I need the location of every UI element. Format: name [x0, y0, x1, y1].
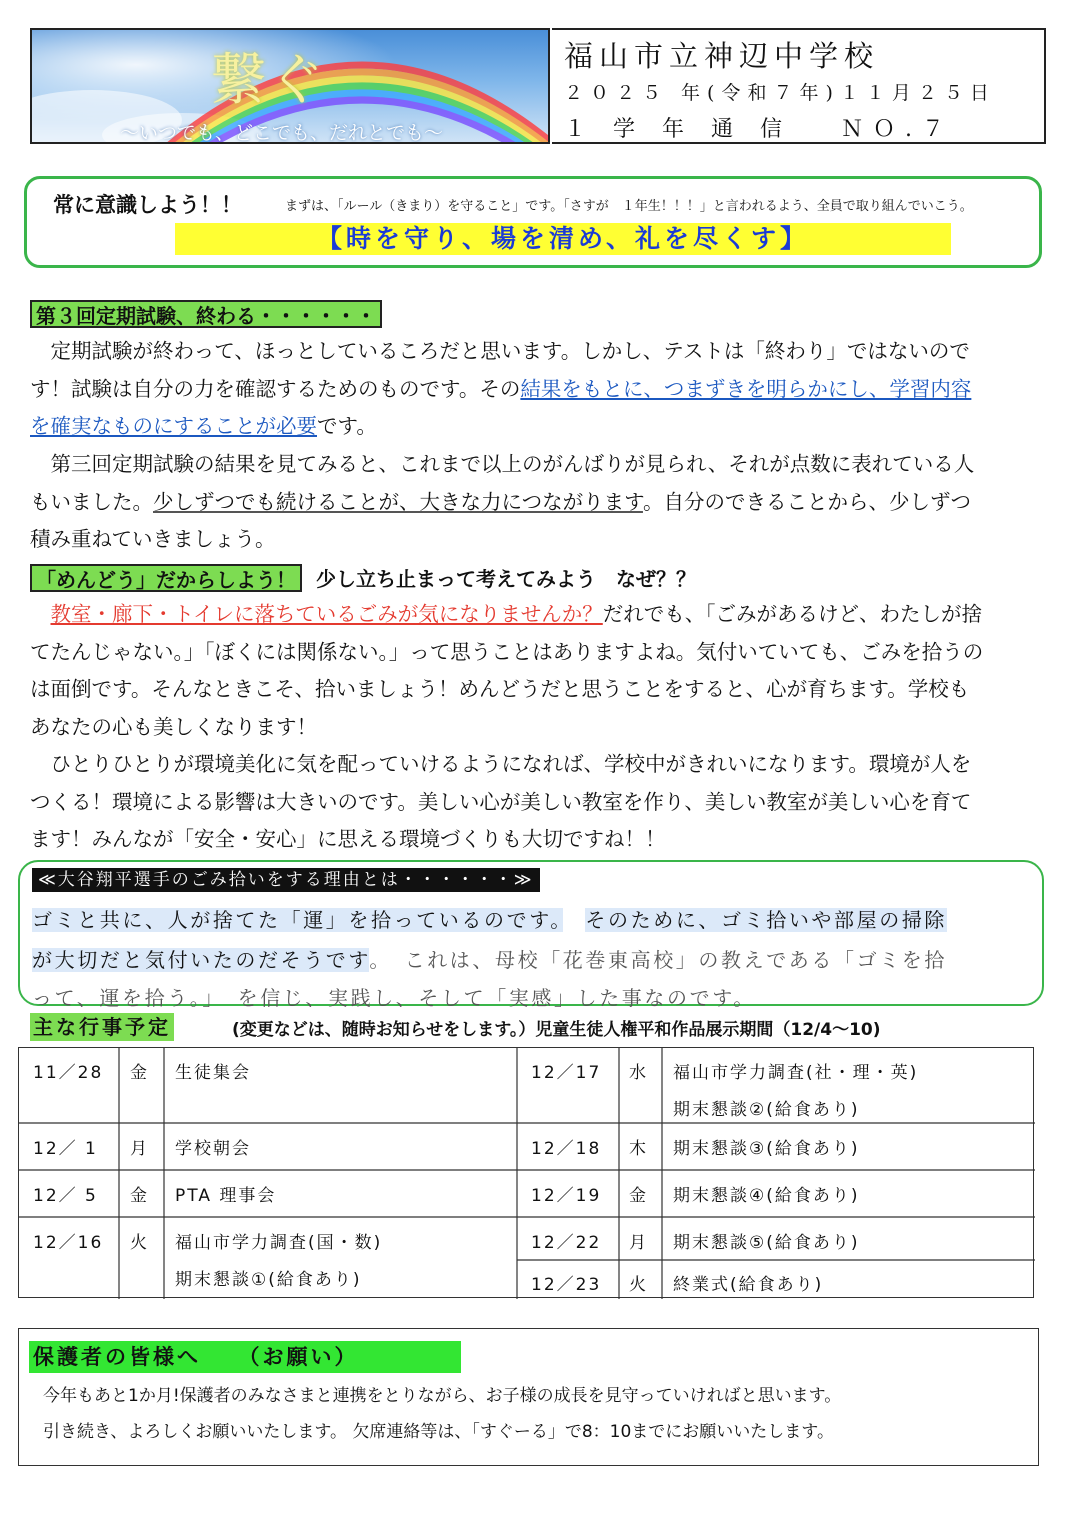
cleanup-paragraph-2: [30, 746, 971, 859]
schedule-day: 火: [629, 1275, 648, 1295]
exam-paragraph-1: [30, 333, 971, 446]
schedule-event: 期末懇談④(給食あり): [673, 1186, 860, 1206]
schedule-date: 12／23: [531, 1275, 602, 1295]
schedule-day: 木: [629, 1139, 648, 1159]
emphasis-text: 少しずつでも続けることが、大きな力につながります: [153, 489, 643, 514]
schedule-event: 終業式(給食あり): [673, 1275, 824, 1295]
otani-line-1: [32, 904, 947, 933]
text-span: です。: [317, 414, 377, 438]
text-span: 。 これは、母校「花巻東高校」の教えである「ゴミを拾: [369, 948, 948, 972]
text-line: [30, 596, 983, 634]
cleanup-paragraph-1: [30, 596, 983, 746]
school-name: 福山市立神辺中学校: [564, 39, 880, 73]
issue-number: １ 学 年 通 信 ＮＯ.７: [564, 117, 954, 142]
schedule-event: 学校朝会: [175, 1139, 251, 1159]
text-line: つくる！環境による影響は大きいのです。美しい心が美しい教室を作り、美しい教室が美しい心を育て: [30, 789, 972, 814]
text-span: だれでも、「ごみがあるけど、わたしが捨: [602, 602, 983, 626]
motto-main: 【時を守り、場を清め、礼を尽くす】: [175, 223, 951, 255]
exam-heading: 第３回定期試験、終わる・・・・・・: [30, 300, 382, 328]
schedule-event: PTA 理事会: [175, 1186, 277, 1206]
text-line: あなたの心も美しくなります！: [30, 714, 317, 739]
text-span: もいました。: [30, 489, 153, 514]
schedule-event: 生徒集会: [175, 1063, 251, 1083]
text-line: [30, 484, 974, 522]
emphasis-text: 教室・廊下・トイレに落ちているごみが気になりませんか？: [50, 602, 603, 626]
schedule-event: 期末懇談⑤(給食あり): [673, 1233, 860, 1253]
schedule-day: 月: [629, 1233, 648, 1253]
text-line: は面倒です。そんなときこそ、拾いましょう！めんどうだと思うことをすると、心が育ちます。学校も: [30, 677, 970, 701]
schedule-date: 12／17: [531, 1063, 602, 1083]
header-banner: [30, 28, 550, 144]
highlight-text: そのために、ゴミ拾いや部屋の掃除: [585, 908, 948, 932]
schedule-date: 12／19: [531, 1186, 602, 1206]
parents-heading: 保護者の皆様へ （お願い）: [29, 1341, 461, 1373]
banner-subtitle: ～いつでも、どこでも、だれとでも～: [120, 122, 444, 144]
issue-date: ２０２５ 年(令和７年)１１月２５日: [564, 82, 996, 104]
schedule-note: (変更などは、随時お知らせをします。）児童生徒人権平和作品展示期間（12/4～10): [232, 1020, 881, 1040]
cleanup-subheading: 少し立ち止まって考えてみよう なぜ？？: [316, 567, 696, 591]
schedule-heading: 主な行事予定: [30, 1013, 174, 1041]
schedule-date: 12／18: [531, 1139, 602, 1159]
parents-notice-box: [18, 1328, 1039, 1466]
schedule-date: 12／ 5: [33, 1186, 98, 1206]
highlight-text: ゴミと共に、人が捨てた「運」を拾っているのです。: [32, 908, 563, 932]
schedule-table: [18, 1047, 1034, 1298]
otani-heading: ≪大谷翔平選手のごみ拾いをする理由とは・・・・・・≫: [32, 868, 540, 892]
schedule-day: 金: [130, 1063, 149, 1083]
otani-line-3: って、運を拾う。」 を信じ、実践し、そして「実感」した事なのです。: [32, 986, 756, 1010]
motto-note: まずは、「ルール（きまり）を守ること」です。「さすが １年生！！！」と言われるよう、全員で取り組んでいこう。: [285, 199, 973, 214]
schedule-day: 金: [130, 1186, 149, 1206]
otani-line-2: [32, 944, 947, 973]
schedule-day: 水: [629, 1063, 648, 1083]
text-line: ます！みんなが「安全・安心」に思える環境づくりも大切ですね！！: [30, 827, 666, 851]
cleanup-heading: 「めんどう」だからしよう！: [30, 564, 302, 592]
highlight-text: 結果をもとに、つまずきを明らかにし、学習内容: [520, 376, 972, 401]
motto-box: [24, 176, 1042, 268]
text-line: ひとりひとりが環境美化に気を配っていけるようになれば、学校中がきれいになります。環境が人を: [30, 752, 972, 776]
exam-paragraph-2: [30, 446, 974, 559]
text-span: 。自分のできることから、少しずつ: [642, 489, 971, 514]
schedule-date: 12／22: [531, 1233, 602, 1253]
highlight-text: を確実なものにすることが必要: [30, 414, 317, 438]
schedule-date: 12／ 1: [33, 1139, 98, 1159]
parents-line-1: 今年もあと1か月!保護者のみなさまと連携をとりながら、お子様の成長を見守っていければと思います。: [43, 1386, 842, 1406]
motto-heading: 常に意識しよう！！: [53, 193, 242, 217]
text-line: [30, 408, 971, 446]
text-span: す！試験は自分の力を確認するためのものです。その: [30, 376, 521, 401]
schedule-date: 12／16: [33, 1233, 104, 1253]
schedule-day: 火: [130, 1233, 149, 1253]
schedule-event: 福山市学力調査(社・理・英): [673, 1063, 919, 1083]
text-line: [30, 371, 971, 409]
schedule-event: 期末懇談②(給食あり): [673, 1100, 860, 1120]
text-line: 定期試験が終わって、ほっとしているころだと思います。しかし、テストは「終わり」ではないので: [30, 339, 970, 363]
text-line: 第三回定期試験の結果を見てみると、これまで以上のがんばりが見られ、それが点数に表れている人: [30, 452, 975, 476]
schedule-date: 11／28: [33, 1063, 104, 1083]
text-span: [30, 602, 51, 626]
parents-line-2: 引き続き、よろしくお願いいたします。 欠席連絡等は、「すぐーる」で8：10までにお願いいたします。: [43, 1422, 834, 1442]
banner-title: 繋ぐ: [210, 48, 326, 113]
schedule-event: 期末懇談①(給食あり): [175, 1270, 362, 1290]
text-line: てたんじゃない。」「ぼくには関係ない。」って思うことはありますよね。気付いていても、ごみを拾うの: [30, 639, 984, 664]
otani-box: [18, 860, 1044, 1010]
schedule-event: 福山市学力調査(国・数): [175, 1233, 383, 1253]
table-grid: [19, 1048, 1035, 1299]
schedule-day: 金: [629, 1186, 648, 1206]
schedule-event: 期末懇談③(給食あり): [673, 1139, 860, 1159]
highlight-text: が大切だと気付いたのだそうです: [32, 948, 370, 972]
school-info-box: [552, 28, 1046, 144]
text-line: 積み重ねていきましょう。: [30, 527, 276, 551]
schedule-day: 月: [130, 1139, 149, 1159]
